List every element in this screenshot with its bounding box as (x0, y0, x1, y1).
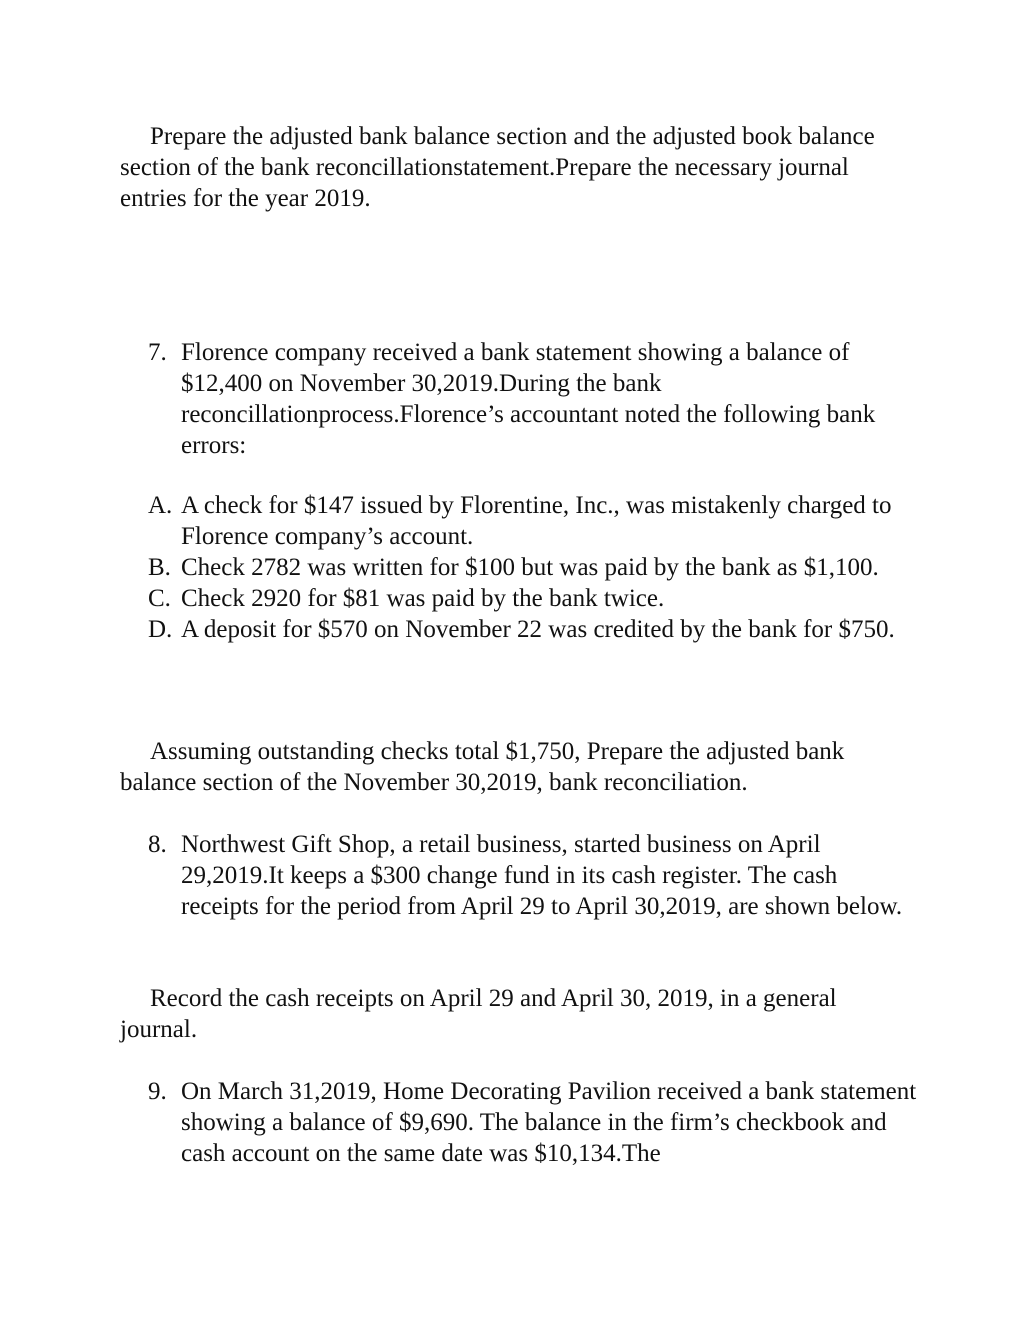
list-item (148, 490, 918, 552)
question-9-number: 9. (148, 1078, 167, 1105)
list-item (148, 614, 918, 645)
question-7-number: 7. (148, 339, 167, 366)
list-item-text: A check for $147 issued by Florentine, Inc., was mistakenly charged to Florence company’s account. (181, 492, 892, 550)
question-9-text: On March 31,2019, Home Decorating Pavilion received a bank statement showing a balance of $9,690. The balance in the firm’s checkbook and cash account on the same date was $10,134.The (181, 1078, 917, 1167)
list-item-letter: D. (148, 616, 173, 643)
list-item-letter: B. (148, 554, 171, 581)
question-8 (148, 829, 918, 922)
question-7 (148, 337, 918, 461)
question-8-text: Northwest Gift Shop, a retail business, started business on April 29,2019.It keeps a $300 change fund in its cash register. The cash receipts for the period from April 29 to April 30,2019, are shown below. (181, 831, 903, 920)
question-8-number: 8. (148, 831, 167, 858)
list-item (148, 583, 918, 614)
list-item (148, 552, 918, 583)
list-item-text: A deposit for $570 on November 22 was credited by the bank for $750. (181, 616, 895, 643)
question-7-text: Florence company received a bank statement showing a balance of $12,400 on November 30,2019.During the bank reconcillationprocess.Florence’s accountant noted the following bank errors: (181, 339, 876, 459)
intro-paragraph: Prepare the adjusted bank balance section and the adjusted book balance section of the bank reconcillationstatement.Prepare the necessary journal entries for the year 2019. (120, 123, 875, 212)
list-item-text: Check 2920 for $81 was paid by the bank twice. (181, 585, 665, 612)
list-item-text: Check 2782 was written for $100 but was paid by the bank as $1,100. (181, 554, 879, 581)
question-9 (148, 1076, 918, 1169)
list-item-letter: C. (148, 585, 171, 612)
list-item-letter: A. (148, 492, 173, 519)
question-7-instruction: Assuming outstanding checks total $1,750, Prepare the adjusted bank balance section of the November 30,2019, bank reconciliation. (120, 738, 845, 796)
bank-errors-list (148, 490, 918, 645)
question-8-instruction: Record the cash receipts on April 29 and April 30, 2019, in a general journal. (120, 985, 837, 1043)
